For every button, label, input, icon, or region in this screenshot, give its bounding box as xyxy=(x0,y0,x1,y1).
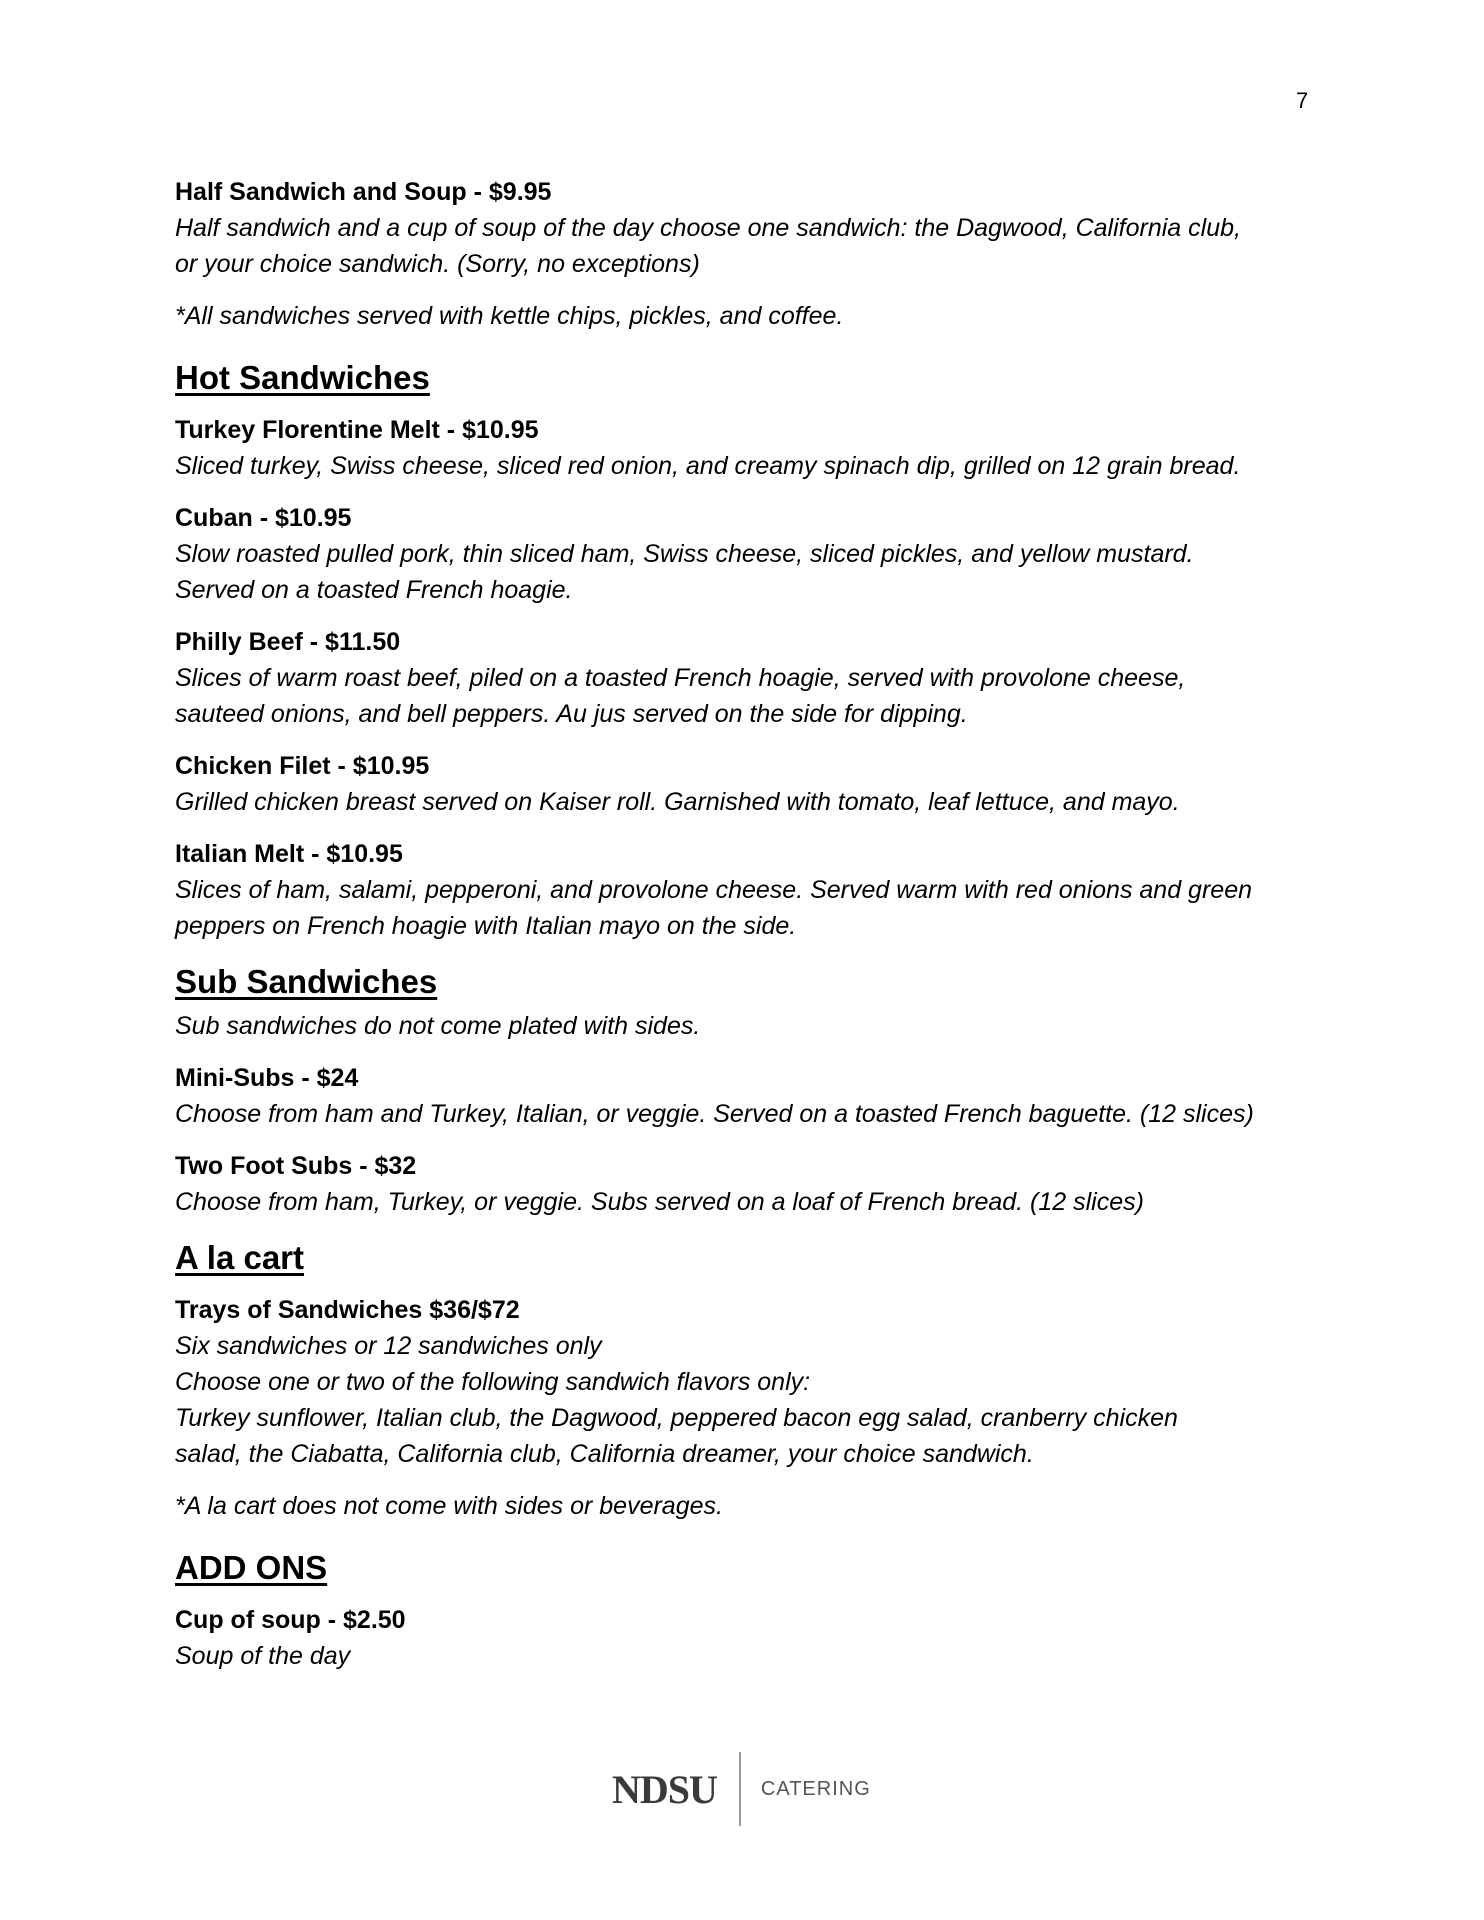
item-description: or your choice sandwich. (Sorry, no exceptions) xyxy=(175,250,700,278)
item-description: sauteed onions, and bell peppers. Au jus served on the side for dipping. xyxy=(175,700,968,728)
item-description: Choose from ham, Turkey, or veggie. Subs served on a loaf of French bread. (12 slices) xyxy=(175,1188,1144,1216)
item-description: Choose from ham and Turkey, Italian, or veggie. Served on a toasted French baguette. (12 slices) xyxy=(175,1100,1254,1128)
item-title: Cuban - $10.95 xyxy=(175,504,352,532)
logo-subtitle: CATERING xyxy=(760,1777,871,1800)
logo-wordmark: NDSU xyxy=(612,1766,717,1812)
item-description: Soup of the day xyxy=(175,1642,351,1670)
menu-item xyxy=(175,500,1325,608)
item-description: Six sandwiches or 12 sandwiches only xyxy=(175,1332,602,1360)
item-title: Two Foot Subs - $32 xyxy=(175,1152,417,1180)
item-description: peppers on French hoagie with Italian mayo on the side. xyxy=(175,912,797,940)
menu-item-trays xyxy=(175,1292,1325,1472)
section-heading-a-la-cart: A la cart xyxy=(175,1239,305,1276)
footer-logo xyxy=(612,1752,871,1826)
item-title: Chicken Filet - $10.95 xyxy=(175,752,430,780)
menu-item xyxy=(175,1148,1325,1220)
logo-divider xyxy=(739,1752,741,1826)
item-description: Half sandwich and a cup of soup of the day choose one sandwich: the Dagwood, California club, xyxy=(175,214,1241,242)
a-la-cart-note: *A la cart does not come with sides or beverages. xyxy=(175,1492,723,1520)
item-title: Mini-Subs - $24 xyxy=(175,1064,359,1092)
item-title: Italian Melt - $10.95 xyxy=(175,840,403,868)
item-title: Cup of soup - $2.50 xyxy=(175,1606,406,1634)
item-description: Slow roasted pulled pork, thin sliced ham, Swiss cheese, sliced pickles, and yellow mustard. xyxy=(175,540,1194,568)
item-title: Half Sandwich and Soup - $9.95 xyxy=(175,178,552,206)
menu-item xyxy=(175,624,1325,732)
menu-item xyxy=(175,412,1325,484)
item-description: salad, the Ciabatta, California club, California dreamer, your choice sandwich. xyxy=(175,1440,1034,1468)
menu-item xyxy=(175,1060,1325,1132)
item-title: Philly Beef - $11.50 xyxy=(175,628,401,656)
item-description: Choose one or two of the following sandwich flavors only: xyxy=(175,1368,811,1396)
page-number: 7 xyxy=(1296,88,1309,113)
item-description: Turkey sunflower, Italian club, the Dagwood, peppered bacon egg salad, cranberry chicken xyxy=(175,1404,1178,1432)
item-description: Slices of ham, salami, pepperoni, and provolone cheese. Served warm with red onions and green xyxy=(175,876,1253,904)
menu-item xyxy=(175,836,1325,944)
section-heading-sub-sandwiches: Sub Sandwiches xyxy=(175,963,438,1000)
sandwich-note: *All sandwiches served with kettle chips, pickles, and coffee. xyxy=(175,302,844,330)
menu-item xyxy=(175,748,1325,820)
section-heading-hot-sandwiches: Hot Sandwiches xyxy=(175,359,430,396)
section-subtitle: Sub sandwiches do not come plated with sides. xyxy=(175,1012,701,1040)
item-title: Trays of Sandwiches $36/$72 xyxy=(175,1296,520,1324)
item-description: Sliced turkey, Swiss cheese, sliced red onion, and creamy spinach dip, grilled on 12 grain bread. xyxy=(175,452,1241,480)
item-description: Slices of warm roast beef, piled on a toasted French hoagie, served with provolone cheese, xyxy=(175,664,1186,692)
menu-content xyxy=(175,174,1325,1690)
item-description: Grilled chicken breast served on Kaiser roll. Garnished with tomato, leaf lettuce, and mayo. xyxy=(175,788,1180,816)
section-heading-add-ons: ADD ONS xyxy=(175,1549,328,1586)
menu-item-half-sandwich xyxy=(175,174,1325,282)
item-title: Turkey Florentine Melt - $10.95 xyxy=(175,416,539,444)
menu-item xyxy=(175,1602,1325,1674)
item-description: Served on a toasted French hoagie. xyxy=(175,576,573,604)
